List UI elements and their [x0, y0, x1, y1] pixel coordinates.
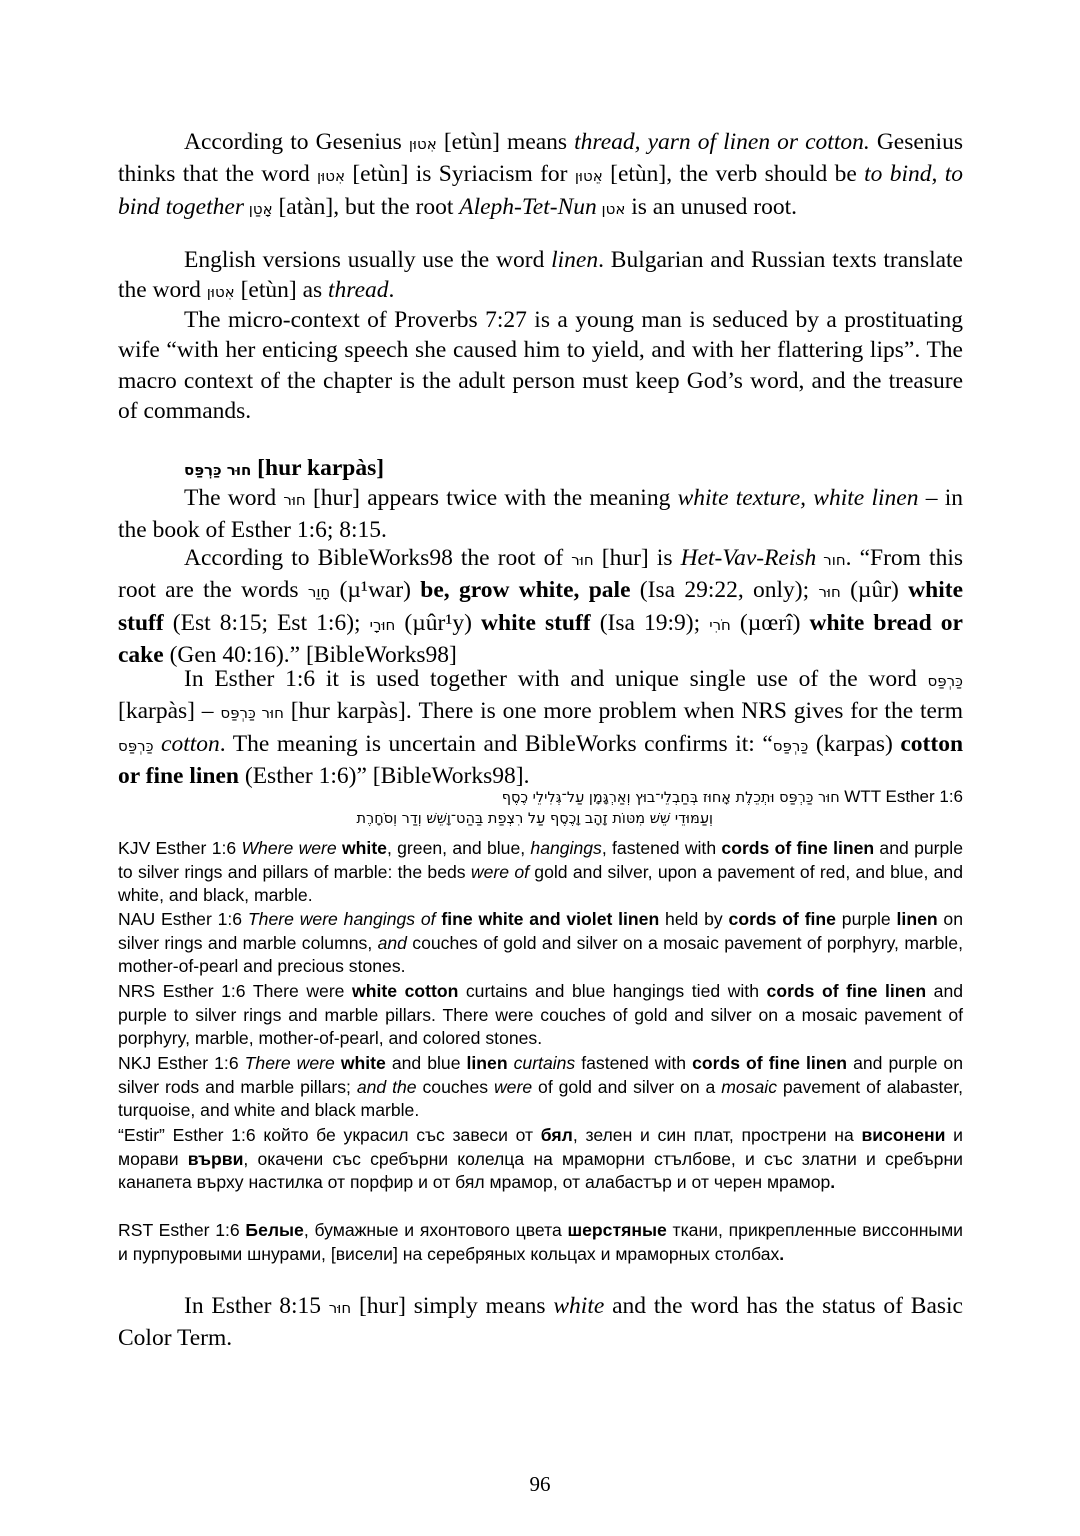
- bold-text: white stuff: [118, 577, 963, 636]
- verse-reference: WTT Esther 1:6: [844, 787, 963, 806]
- italic-text: linen: [551, 247, 599, 273]
- text: The word: [184, 485, 284, 511]
- text: [atàn], but the root: [272, 193, 460, 220]
- italic-text: Het-Vav-Reish: [680, 545, 817, 571]
- hebrew-word: אֵטוּן: [574, 167, 603, 186]
- text: RST Esther 1:6: [118, 1220, 246, 1240]
- hebrew-word: חָוַר: [307, 583, 331, 602]
- text: According to BibleWorks98 the root of: [184, 545, 572, 571]
- text: (µ¹war): [330, 577, 421, 604]
- nkj-verse: [118, 1052, 963, 1123]
- section-heading: [118, 453, 963, 485]
- text: [hur karpàs]. There is one more problem when NRS gives for the term: [283, 698, 964, 725]
- text: , green, and blue,: [386, 838, 531, 858]
- text: Gesenius thinks that the word: [118, 129, 963, 188]
- hebrew-word: כַּרְפַּס: [927, 672, 963, 690]
- italic-text: Aleph-Tet-Nun: [459, 193, 597, 220]
- wtt-verse: [118, 786, 963, 830]
- text: English versions usually use the word: [184, 247, 552, 273]
- text: (Est 8:15; Est 1:6);: [163, 609, 370, 636]
- text: (µœrî): [730, 609, 810, 636]
- italic-text: to bind, to bind together: [118, 161, 963, 220]
- hebrew-word: חוּר כַּרְפַּס: [184, 461, 252, 479]
- bold-text: white: [334, 1053, 386, 1073]
- hebrew-verse-text: וְעַמּוּדֵי שֵׁשׁ מִטּוֹת זָהָב וָכֶסֶף עַל רִצְפַת בַּהַט־וָשֵׁשׁ וְדַר וְסֹחָרֶת: [356, 811, 713, 827]
- bold-text: white stuff: [481, 609, 591, 636]
- hebrew-word: אָטַן: [243, 199, 273, 218]
- text: , окачени със сребърни колелца на мраморни стълбове, и със златни и сребърни канапета върху настилка от порфир и от бял мрамор, от алабастър и от черен мрамор: [118, 1148, 964, 1193]
- text: pavement of alabaster, turquoise, and white and black marble.: [118, 1076, 963, 1121]
- text: and purple to silver rings and pillars of marble: the beds: [118, 838, 963, 882]
- italic-text: were of: [470, 861, 529, 882]
- italic-text: were: [493, 1076, 533, 1097]
- text: (karpas): [808, 730, 901, 757]
- text: NKJ Esther 1:6: [118, 1053, 245, 1073]
- text: couches: [416, 1076, 494, 1097]
- italic-text: white texture, white linen: [677, 485, 919, 511]
- text: [hur] appears twice with the meaning: [305, 485, 678, 511]
- text: [etùn] means: [436, 129, 575, 155]
- text: is an unused root.: [625, 193, 798, 220]
- text: . “From this root are the words: [118, 545, 963, 604]
- hebrew-word: כַּרְפַּס: [772, 736, 809, 755]
- text: KJV Esther 1:6: [118, 838, 242, 858]
- bold-text: cords of fine linen: [721, 838, 875, 858]
- hebrew-verse-text: חוּר כַּרְפַּס וּתְכֵלֶת אָחוּז בְּחַבְלֵי־בוּץ וְאַרְגָּמָן עַל־גְּלִילֵי כֶסֶף: [501, 790, 840, 806]
- text: (Isa 29:22, only);: [630, 577, 819, 604]
- hebrew-word: אִטוּן: [408, 135, 437, 153]
- paragraph-micro-context: The micro-context of Proverbs 7:27 is a young man is seduced by a prostituating wife “with her enticing speech she caused him to yield, and with her flattering lips”. The macro context of the chapter is the adult person must keep God’s word, and the treasure of commands.: [118, 307, 963, 424]
- bold-text: върви: [187, 1148, 244, 1169]
- hebrew-word: אטן: [596, 199, 626, 218]
- text: In Esther 1:6 it is used together with and unique single use of the word: [184, 666, 928, 692]
- italic-text: mosaic: [721, 1076, 777, 1097]
- bold-text: cotton or fine linen: [118, 730, 964, 789]
- text: [hur] simply means: [351, 1293, 554, 1319]
- italic-text: hangings: [530, 838, 602, 858]
- kjv-verse: [118, 837, 963, 908]
- text: curtains and blue hangings tied with: [458, 981, 767, 1001]
- text: and blue: [385, 1053, 467, 1073]
- bold-text: .: [830, 1172, 836, 1193]
- text: of gold and silver on a: [532, 1076, 722, 1097]
- paragraph-hur-meaning: [118, 483, 963, 546]
- bold-text: cords of fine linen: [766, 981, 927, 1001]
- italic-text: There were hangings of: [247, 909, 436, 929]
- italic-text: white: [553, 1293, 605, 1319]
- hebrew-word: חֹרִי: [709, 615, 731, 634]
- text: , fastened with: [601, 838, 722, 858]
- bold-text: linen: [896, 909, 938, 929]
- text: NAU Esther 1:6: [118, 909, 248, 929]
- text: (Gen 40:16).” [BibleWorks98]: [163, 641, 457, 668]
- paragraph-english-versions: [118, 245, 963, 308]
- text: [karpàs] –: [118, 698, 221, 725]
- italic-text: Where were: [241, 838, 337, 858]
- bold-text: cords of fine linen: [692, 1053, 848, 1073]
- text: “Estir” Esther 1:6 който бе украсил със завеси от: [118, 1125, 541, 1145]
- wtt-line-2: [118, 809, 963, 830]
- text: и морави: [118, 1125, 964, 1169]
- rst-verse: [118, 1219, 963, 1266]
- italic-text: cotton: [153, 730, 220, 757]
- text: (µûr): [840, 577, 909, 604]
- text: [etùn], the verb should be: [602, 161, 865, 188]
- hebrew-word: אִטוּן: [317, 167, 345, 186]
- hebrew-word: חוּר: [283, 491, 306, 509]
- nau-verse: [118, 908, 963, 979]
- bold-text: Белые: [245, 1220, 304, 1240]
- nrs-verse: [118, 980, 963, 1051]
- italic-text: thread: [328, 277, 389, 304]
- hebrew-word: חוּר: [328, 1299, 352, 1317]
- hebrew-word: חוּר כַּרְפַּס: [220, 704, 284, 723]
- text: (Isa 19:9);: [590, 609, 710, 636]
- text: (µûr¹y): [395, 609, 482, 636]
- wtt-line-1: [118, 786, 963, 809]
- text: [etùn] as: [234, 277, 329, 304]
- text: (Esther 1:6)” [BibleWorks98].: [239, 762, 530, 789]
- bold-text: fine white and violet linen: [435, 909, 660, 929]
- text: .: [388, 277, 395, 304]
- text: ткани, прикрепленные виссонными и пурпуровыми шнурами, [висели] на серебряных кольцах и мраморных столбах: [118, 1220, 963, 1264]
- page-number: 96: [529, 1472, 551, 1496]
- text: NRS Esther 1:6 There were: [118, 981, 353, 1001]
- text: held by: [659, 909, 729, 929]
- text: and the word has the status of Basic Color Term.: [118, 1293, 963, 1352]
- hebrew-word: חוּרָי: [369, 615, 396, 634]
- bold-text: be, grow white, pale: [420, 577, 631, 604]
- text: . Bulgarian and Russian texts translate the word: [118, 247, 963, 304]
- bold-text: шерстяные: [567, 1220, 667, 1240]
- text: purple: [835, 909, 897, 929]
- text: couches of gold and silver on a mosaic pavement of porphyry, marble, mother-of-pearl and precious stones.: [118, 932, 963, 977]
- heading-text: [hur karpàs]: [251, 455, 385, 481]
- italic-text: and: [377, 932, 407, 953]
- text: gold and silver, upon a pavement of red, and blue, and white, and black, marble.: [118, 861, 963, 906]
- italic-text: There were: [244, 1053, 335, 1073]
- estir-verse: [118, 1124, 963, 1195]
- text: According to Gesenius: [184, 129, 409, 155]
- bold-text: висонени: [861, 1125, 946, 1145]
- text: – in the book of Esther 1:6; 8:15.: [118, 485, 964, 544]
- bold-text: white cotton: [352, 981, 459, 1001]
- text: . The meaning is uncertain and BibleWorks confirms it: “: [219, 730, 773, 757]
- bold-text: linen: [466, 1053, 508, 1073]
- paragraph-gesenius: [118, 127, 963, 224]
- text: and purple to silver rings and marble pillars. There were couches of gold and silver on a mosaic pavement of porphyry, marble, mother-of-pearl, and colored stones.: [118, 981, 964, 1049]
- text: , бумажные и яхонтового цвета: [303, 1220, 568, 1240]
- hebrew-word: חוּר: [571, 551, 594, 569]
- text: and purple on silver rods and marble pillars;: [118, 1053, 963, 1097]
- text: [etùn] is Syriacism for: [344, 161, 575, 188]
- hebrew-word: חור: [816, 551, 846, 569]
- paragraph-bibleworks-root: [118, 543, 963, 670]
- hebrew-word: אִטוּן: [206, 283, 235, 302]
- bold-text: cords of fine: [728, 909, 836, 929]
- paragraph-esther-8-15: [118, 1291, 963, 1354]
- italic-text: and the: [356, 1076, 417, 1097]
- hebrew-word: חוּר: [818, 583, 841, 602]
- text: , зелен и син плат, прострени на: [572, 1125, 862, 1145]
- bold-text: white: [336, 838, 387, 858]
- italic-text: thread, yarn of linen or cotton.: [574, 129, 870, 155]
- italic-text: curtains: [507, 1053, 576, 1073]
- bold-text: бял: [540, 1125, 573, 1145]
- text: fastened with: [575, 1053, 693, 1073]
- hebrew-word: כַּרְפַּס: [118, 736, 154, 755]
- text: on silver rings and marble columns,: [118, 909, 964, 953]
- bold-text: white bread or cake: [118, 609, 963, 668]
- bold-text: .: [779, 1243, 785, 1264]
- paragraph-esther-karpas: [118, 664, 963, 791]
- text: In Esther 8:15: [184, 1293, 329, 1319]
- text: [hur] is: [593, 545, 681, 571]
